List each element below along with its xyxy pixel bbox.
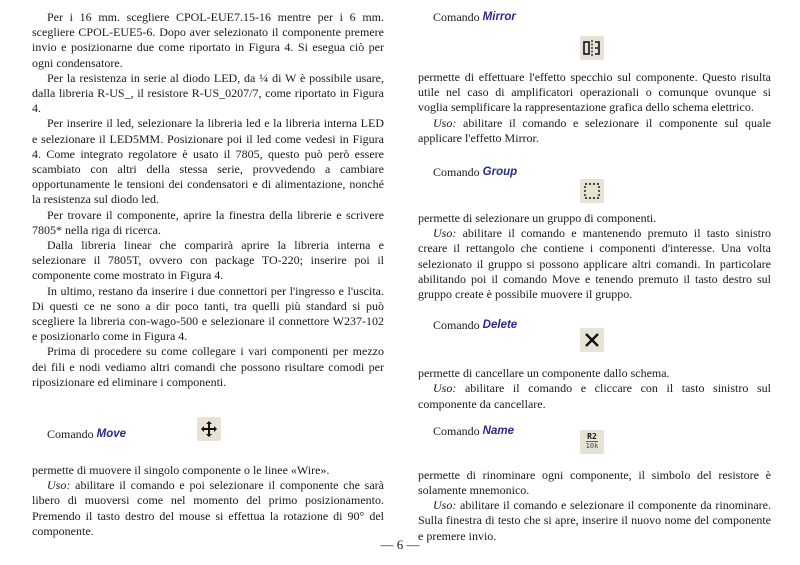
command-name-name: Name bbox=[482, 424, 514, 437]
move-usage bbox=[32, 478, 384, 539]
move-usage-text: abilitare il comando e poi selezionare il componente che sarà libero di muoversi come nel momento del primo posizionamento. Premendo il tasto destro del mouse si effettua la rotazione di 90° del componente. bbox=[32, 478, 385, 538]
right-column bbox=[418, 10, 771, 544]
name-label-icon bbox=[580, 430, 604, 454]
mirror-usage bbox=[418, 116, 771, 146]
usage-label: Uso: bbox=[433, 498, 457, 513]
command-delete-header bbox=[418, 318, 771, 366]
name-icon-text-top: R2 bbox=[587, 431, 597, 441]
paragraph-led: Per inserire il led, selezionare la libreria led e la libreria interna LED e selezionare il LED5MM. Posizionare poi il led come vedesi in Figura 4. Come integrato regolatore è usato il 7805, questo può però essere scambiato con altri della stessa serie, provvedendo a cambiare opportunamente le tensioni dei condensatori e di alimentazione, nonché la resistenza sul diodo led. bbox=[32, 116, 384, 207]
command-label: Comando bbox=[433, 165, 480, 180]
paragraph-intro-commands: Prima di procedere su come collegare i vari componenti per mezzo dei fili e nodi vediamo altri comandi che possono risultare comodi per riposizionare ed eliminare i componenti. bbox=[32, 344, 384, 389]
command-group-header bbox=[418, 165, 771, 211]
delete-description: permette di cancellare un componente dallo schema. bbox=[418, 366, 670, 381]
command-label: Comando bbox=[47, 427, 94, 442]
command-label: Comando bbox=[433, 10, 480, 24]
usage-label: Uso: bbox=[47, 478, 71, 493]
mirror-description: permette di effettuare l'effetto specchio sul componente. Questo risulta utile nel caso di amplificatori operazionali o comunque ovunque si voglia semplificare la rappresentazione grafica dello schema elettrico. bbox=[418, 70, 771, 115]
paragraph-resistor: Per la resistenza in serie al diodo LED, da ¼ di W è possibile usare, dalla libreria R-US_, il resistore R-US_0207/7, come riportato in Figura 4. bbox=[32, 70, 384, 116]
usage-label: Uso: bbox=[433, 381, 457, 396]
command-move-header bbox=[32, 415, 384, 455]
command-name-header bbox=[418, 424, 771, 468]
name-usage-text: abilitare il comando e selezionare il componente da rinominare. Sulla finestra di testo che si apre, inserire il nuovo nome del componente e premere invio. bbox=[418, 498, 772, 543]
command-label: Comando bbox=[433, 423, 480, 438]
usage-label: Uso: bbox=[433, 115, 457, 130]
command-mirror-header bbox=[418, 10, 771, 62]
command-name-delete: Delete bbox=[482, 319, 518, 332]
command-name-group: Group bbox=[482, 166, 518, 179]
delete-cross-icon bbox=[580, 328, 604, 352]
delete-usage-text: abilitare il comando e cliccare con il tasto sinistro sul componente da cancellare. bbox=[418, 381, 771, 411]
group-dashed-rectangle-icon bbox=[580, 179, 604, 203]
move-arrows-icon bbox=[197, 417, 221, 441]
group-usage-text: abilitare il comando e mantenendo premuto il tasto sinistro creare il rettangolo che contiene i componenti d'interesse. Una volta selezionato il gruppo si possono applicare altri comandi. In particolare abilitando poi il comando Move e tenendo premuto il tasto destro sul gruppo create è possibile muovere il gruppo. bbox=[418, 226, 771, 302]
name-description: permette di rinominare ogni componente, il simbolo del resistore è solamente mnemonico. bbox=[418, 467, 771, 498]
usage-label: Uso: bbox=[433, 226, 457, 241]
move-description: permette di muovere il singolo componente o le linee «Wire». bbox=[32, 463, 330, 478]
mirror-icon bbox=[580, 36, 604, 60]
command-label: Comando bbox=[433, 318, 480, 333]
paragraph-search: Per trovare il componente, aprire la finestra della librerie e scrivere 7805* nella riga di ricerca. bbox=[32, 207, 384, 237]
command-name-mirror: Mirror bbox=[482, 11, 516, 23]
paragraph-linear: Dalla libreria linear che comparirà aprire la libreria interna e selezionare il 7805T, ovvero con package TO-220; inserire poi il componente come mostrato in Figura 4. bbox=[32, 238, 384, 283]
paragraph-connectors: In ultimo, restano da inserire i due connettori per l'ingresso e l'uscita. Di questi ce ne sono a dir poco tanti, tra quelli più standard si può scegliere la libreria con-wago-500 e selezionare il connettore W237-102 e posizionarlo come in Figura 4. bbox=[32, 283, 384, 344]
paragraph-capacitors: Per i 16 mm. scegliere CPOL-EUE7.15-16 mentre per i 6 mm. scegliere CPOL-EUE5-6. Dopo aver selezionato il componente premere invio e posizionarne due come riportato in Figura 4. Si esegua ciò per ogni condensatore. bbox=[32, 10, 384, 70]
command-name-move: Move bbox=[96, 428, 127, 441]
left-column bbox=[32, 10, 384, 539]
delete-usage bbox=[418, 381, 771, 411]
name-icon-text-bottom: 10k bbox=[585, 441, 599, 450]
page-number: — 6 — bbox=[380, 537, 420, 552]
group-usage bbox=[418, 226, 771, 302]
mirror-usage-text: abilitare il comando e selezionare il componente sul quale applicare l'effetto Mirror. bbox=[418, 115, 772, 145]
group-description: permette di selezionare un gruppo di componenti. bbox=[418, 211, 657, 226]
